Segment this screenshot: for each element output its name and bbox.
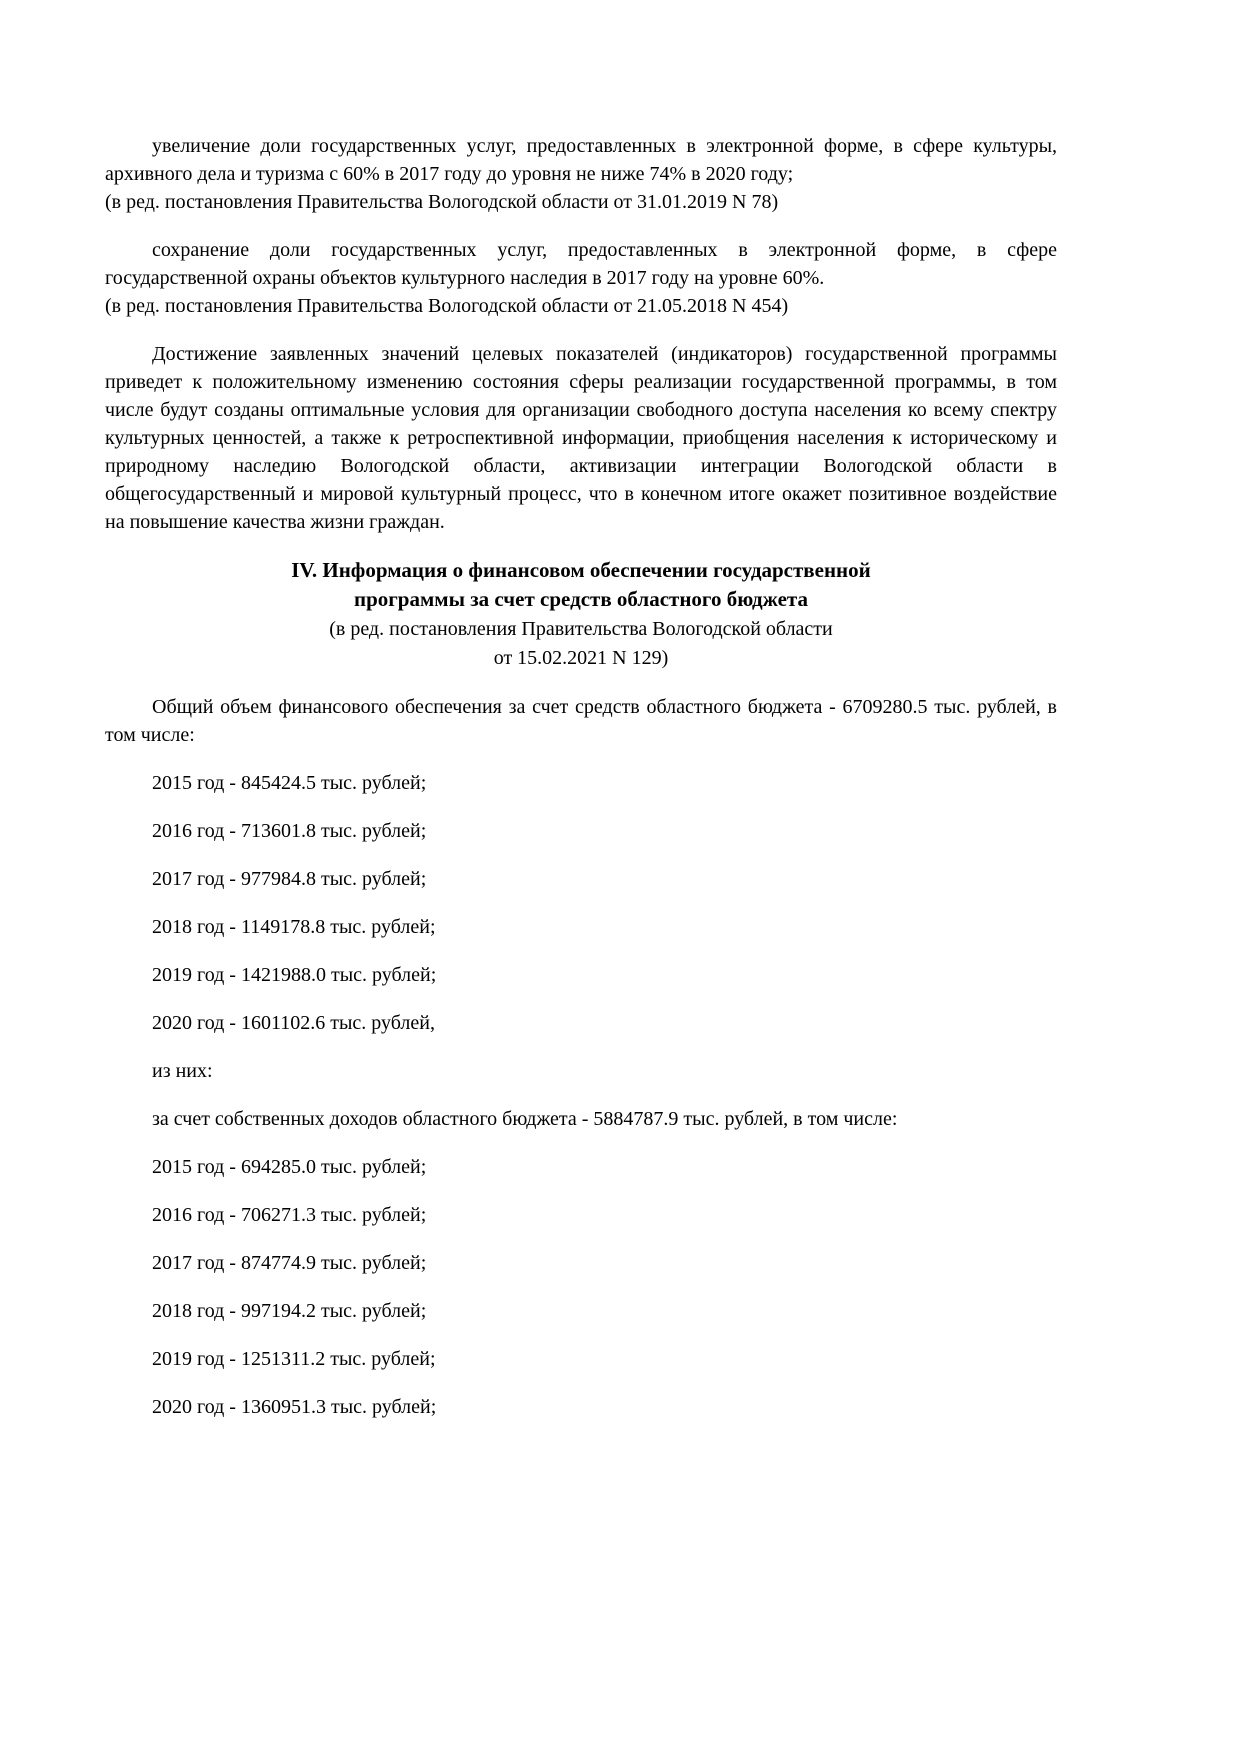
- paragraph-own-revenue-funding: за счет собственных доходов областного бюджета - 5884787.9 тыс. рублей, в том числе:: [152, 1108, 898, 1130]
- funding-year-own-2020: 2020 год - 1360951.3 тыс. рублей;: [152, 1396, 437, 1418]
- paragraph-group-eservices-culture: [105, 132, 1057, 216]
- paragraph-eservices-culture: увеличение доли государственных услуг, предоставленных в электронной форме, в сфере культуры, архивного дела и туризма с 60% в 2017 году до уровня не ниже 74% в 2020 году;: [105, 135, 1057, 185]
- section-heading-line-2: программы за счет средств областного бюджета: [353, 587, 809, 611]
- section-heading: [105, 556, 1057, 614]
- section-heading-amendment-line-2: от 15.02.2021 N 129): [493, 647, 669, 669]
- paragraph-impact: Достижение заявленных значений целевых показателей (индикаторов) государственной программы приведет к положительному изменению состояния сферы реализации государственной программы, в том числе будут созданы оптимальные условия для организации свободного доступа населения ко всему спектру культурных ценностей, а также к ретроспективной информации, приобщения населения к историческому и природному наследию Вологодской области, активизации интеграции Вологодской области в общегосударственный и мировой культурный процесс, что в конечном итоге окажет позитивное воздействие на повышение качества жизни граждан.: [105, 343, 1057, 533]
- section-heading-amendment: [105, 615, 1057, 673]
- funding-year-total-2017: 2017 год - 977984.8 тыс. рублей;: [152, 868, 427, 890]
- section-heading-line-1: IV. Информация о финансовом обеспечении государственной: [291, 558, 871, 582]
- funding-year-own-2019: 2019 год - 1251311.2 тыс. рублей;: [152, 1348, 436, 1370]
- funding-year-total-2015: 2015 год - 845424.5 тыс. рублей;: [152, 772, 427, 794]
- paragraph-group-total-funding: [105, 693, 1057, 749]
- funding-year-own-2017: 2017 год - 874774.9 тыс. рублей;: [152, 1252, 427, 1274]
- paragraph-group-impact: [105, 340, 1057, 536]
- section-heading-amendment-line-1: (в ред. постановления Правительства Вологодской области: [329, 618, 833, 640]
- document-content: [105, 132, 1057, 1441]
- funding-year-total-2020: 2020 год - 1601102.6 тыс. рублей,: [152, 1012, 435, 1034]
- funding-year-total-2019: 2019 год - 1421988.0 тыс. рублей;: [152, 964, 437, 986]
- funding-year-total-2016: 2016 год - 713601.8 тыс. рублей;: [152, 820, 427, 842]
- paragraph-group-eservices-heritage: [105, 236, 1057, 320]
- funding-year-total-2018: 2018 год - 1149178.8 тыс. рублей;: [152, 916, 436, 938]
- paragraph-total-funding: Общий объем финансового обеспечения за счет средств областного бюджета - 6709280.5 тыс. рублей, в том числе:: [105, 696, 1057, 746]
- section-heading-block: [105, 556, 1057, 673]
- amendment-note-culture: (в ред. постановления Правительства Вологодской области от 31.01.2019 N 78): [105, 191, 779, 213]
- funding-year-own-2015: 2015 год - 694285.0 тыс. рублей;: [152, 1156, 427, 1178]
- funding-year-own-2016: 2016 год - 706271.3 тыс. рублей;: [152, 1204, 427, 1226]
- funding-year-own-2018: 2018 год - 997194.2 тыс. рублей;: [152, 1300, 427, 1322]
- amendment-note-heritage: (в ред. постановления Правительства Вологодской области от 21.05.2018 N 454): [105, 295, 789, 317]
- iz-nih-label: из них:: [152, 1060, 213, 1082]
- paragraph-eservices-heritage: сохранение доли государственных услуг, предоставленных в электронной форме, в сфере государственной охраны объектов культурного наследия в 2017 году на уровне 60%.: [105, 239, 1057, 289]
